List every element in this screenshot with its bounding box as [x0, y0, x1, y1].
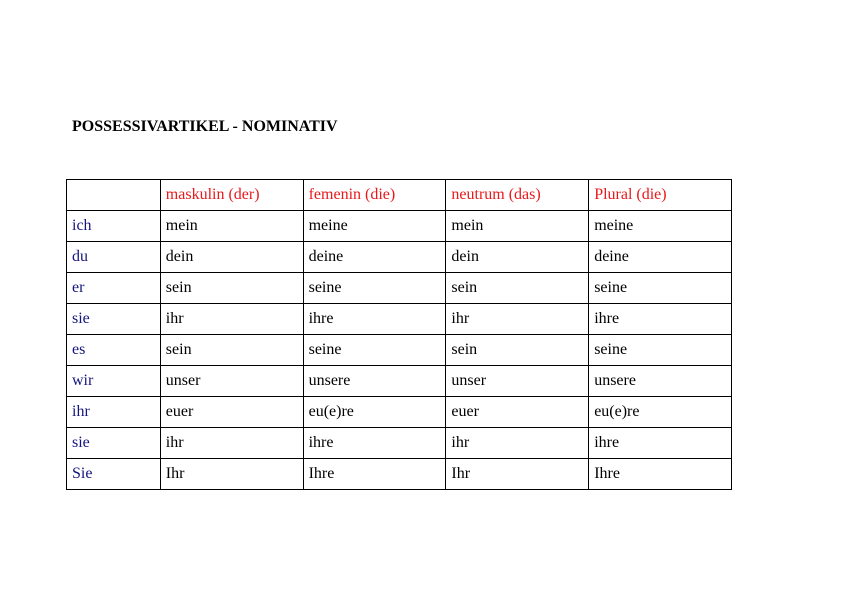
pronoun-cell: sie: [67, 304, 161, 335]
form-cell: ihre: [303, 304, 446, 335]
table-row: [67, 242, 732, 273]
form-cell: ihre: [303, 428, 446, 459]
table-row: [67, 211, 732, 242]
pronoun-cell: ich: [67, 211, 161, 242]
form-cell: meine: [303, 211, 446, 242]
form-cell: eu(e)re: [303, 397, 446, 428]
form-cell: unsere: [589, 366, 732, 397]
form-cell: sein: [160, 335, 303, 366]
form-cell: Ihre: [303, 459, 446, 490]
table-row: [67, 428, 732, 459]
pronoun-cell: wir: [67, 366, 161, 397]
form-cell: dein: [160, 242, 303, 273]
form-cell: meine: [589, 211, 732, 242]
form-cell: eu(e)re: [589, 397, 732, 428]
form-cell: sein: [446, 273, 589, 304]
form-cell: unser: [446, 366, 589, 397]
possessive-article-table: [66, 179, 732, 490]
form-cell: seine: [589, 273, 732, 304]
form-cell: ihre: [589, 304, 732, 335]
form-cell: seine: [303, 335, 446, 366]
table-row: [67, 459, 732, 490]
header-cell-neutrum: neutrum (das): [446, 180, 589, 211]
table-row: [67, 304, 732, 335]
table-row: [67, 335, 732, 366]
pronoun-cell: Sie: [67, 459, 161, 490]
form-cell: deine: [303, 242, 446, 273]
pronoun-cell: er: [67, 273, 161, 304]
form-cell: Ihr: [160, 459, 303, 490]
form-cell: seine: [303, 273, 446, 304]
form-cell: sein: [446, 335, 589, 366]
form-cell: unser: [160, 366, 303, 397]
pronoun-cell: es: [67, 335, 161, 366]
form-cell: mein: [160, 211, 303, 242]
form-cell: euer: [446, 397, 589, 428]
form-cell: ihre: [589, 428, 732, 459]
table-header-row: [67, 180, 732, 211]
form-cell: ihr: [160, 428, 303, 459]
pronoun-cell: du: [67, 242, 161, 273]
form-cell: unsere: [303, 366, 446, 397]
form-cell: mein: [446, 211, 589, 242]
form-cell: ihr: [446, 428, 589, 459]
pronoun-cell: ihr: [67, 397, 161, 428]
header-cell-maskulin: maskulin (der): [160, 180, 303, 211]
page-title: POSSESSIVARTIKEL - NOMINATIV: [72, 118, 338, 135]
table-row: [67, 273, 732, 304]
table-row: [67, 397, 732, 428]
form-cell: Ihr: [446, 459, 589, 490]
table-body: [67, 211, 732, 490]
form-cell: seine: [589, 335, 732, 366]
form-cell: ihr: [160, 304, 303, 335]
header-cell-femenin: femenin (die): [303, 180, 446, 211]
form-cell: deine: [589, 242, 732, 273]
table-row: [67, 366, 732, 397]
form-cell: sein: [160, 273, 303, 304]
header-cell-empty: [67, 180, 161, 211]
form-cell: Ihre: [589, 459, 732, 490]
header-cell-plural: Plural (die): [589, 180, 732, 211]
form-cell: ihr: [446, 304, 589, 335]
form-cell: euer: [160, 397, 303, 428]
pronoun-cell: sie: [67, 428, 161, 459]
form-cell: dein: [446, 242, 589, 273]
